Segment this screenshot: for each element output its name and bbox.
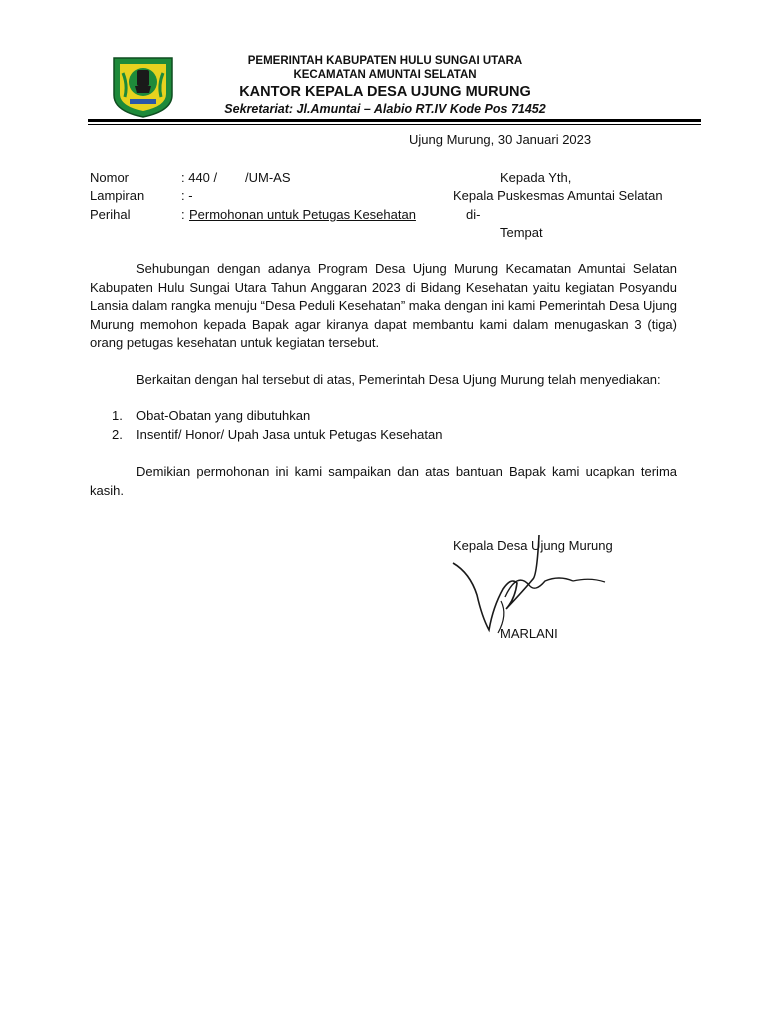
body-paragraph-1 [90,260,677,353]
signatory-title: Kepala Desa Ujung Murung [453,538,613,553]
recipient-line4: Tempat [500,225,543,240]
letterhead-divider-thick [88,119,701,122]
perihal-label: Perihal [90,207,131,222]
body-paragraph-1-text: Sehubungan dengan adanya Program Desa Ujung Murung Kecamatan Amuntai Selatan Kabupaten Hulu Sungai Utara Tahun Anggaran 2023 di Bidang Kesehatan yaitu kegiatan Posyandu Lansia dalam rangka menuju “Desa Peduli Kesehatan” maka dengan ini kami Pemerintah Desa Ujung Murung memohon kepada Bapak agar kiranya dapat membantu kami dalam menugaskan 3 (tiga) orang petugas kesehatan untuk kegiatan tersebut. [90,261,677,351]
recipient-line1: Kepada Yth, [500,170,572,185]
perihal-value: Permohonan untuk Petugas Kesehatan [189,207,416,222]
list-item-2-text: Insentif/ Honor/ Upah Jasa untuk Petugas Kesehatan [136,427,443,442]
letterhead-divider-thin [88,124,701,125]
recipient-line2: Kepala Puskesmas Amuntai Selatan [453,188,663,203]
nomor-value: : 440 / [181,170,218,185]
perihal-colon: : [181,207,185,222]
nomor-label: Nomor [90,170,130,185]
letterhead-line1: PEMERINTAH KABUPATEN HULU SUNGAI UTARA [247,55,523,67]
letterhead-line2: KECAMATAN AMUNTAI SELATAN [293,69,477,81]
lampiran-label: Lampiran [90,188,145,203]
letterhead-address: Sekretariat: Jl.Amuntai – Alabio RT.IV Kode Pos 71452 [224,102,546,116]
list-item-1-number: 1. [112,408,123,423]
regency-crest-icon [108,55,178,119]
letterhead-title: KANTOR KEPALA DESA UJUNG MURUNG [239,84,531,100]
signatory-name: MARLANI [500,626,558,641]
lampiran-value: : - [181,188,193,203]
body-paragraph-2 [90,371,677,390]
body-paragraph-2-text: Berkaitan dengan hal tersebut di atas, Pemerintah Desa Ujung Murung telah menyediakan: [136,372,661,387]
recipient-line3: di- [466,207,481,222]
body-paragraph-3-text: Demikian permohonan ini kami sampaikan dan atas bantuan Bapak kami ucapkan terima kasih. [90,464,677,498]
list-item-2-number: 2. [112,427,123,442]
body-paragraph-3 [90,463,677,500]
nomor-suffix: /UM-AS [245,170,291,185]
list-item-1-text: Obat-Obatan yang dibutuhkan [136,408,311,423]
date-line: Ujung Murung, 30 Januari 2023 [409,132,592,147]
